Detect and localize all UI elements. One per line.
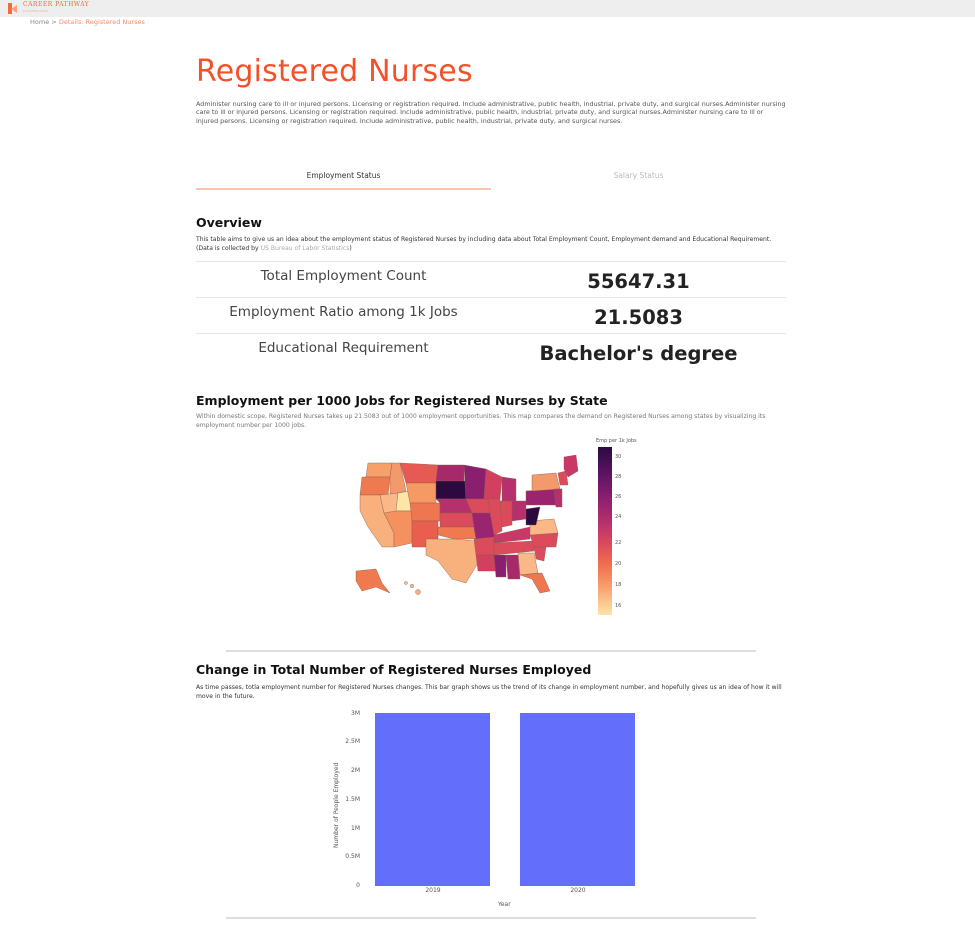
colorbar-tick: 22: [615, 540, 622, 546]
breadcrumb-home[interactable]: Home: [30, 18, 50, 26]
brand-sub: DASHBOARD: [23, 9, 49, 13]
bar-heading: Change in Total Number of Registered Nurses Employed: [196, 662, 592, 677]
us-map-graphic: [354, 455, 580, 597]
y-tick: 3M: [351, 710, 360, 717]
breadcrumb-current: Details: Registered Nurses: [58, 18, 145, 26]
row-value: 55647.31: [587, 270, 690, 293]
map-colorbar: [598, 447, 612, 615]
bar-2019[interactable]: [375, 713, 490, 886]
colorbar-tick: 24: [615, 514, 622, 520]
colorbar-tick: 26: [615, 494, 622, 500]
x-axis-title: Year: [498, 901, 511, 908]
x-tick-2019: 2019: [425, 887, 441, 894]
brand-logo[interactable]: [8, 2, 89, 14]
breadcrumb-separator: >: [51, 18, 57, 26]
tab-employment-status[interactable]: Employment Status: [196, 164, 491, 190]
y-axis-title: Number of People Employed: [333, 762, 340, 848]
map-heading: Employment per 1000 Jobs for Registered Nurses by State: [196, 393, 608, 408]
tab-salary-status[interactable]: Salary Status: [613, 171, 664, 180]
y-tick: 0: [356, 882, 360, 889]
y-tick: 2M: [351, 767, 360, 774]
table-row: [196, 333, 786, 369]
table-row: [196, 261, 786, 297]
y-tick: 2.5M: [345, 738, 360, 745]
bar-description: As time passes, totla employment number for Registered Nurses changes. This bar graph shows us the trend of its change in employment number, and hopefully gives us an idea of how it will move in the future.: [196, 684, 782, 700]
section-divider: [226, 917, 756, 919]
section-divider: [226, 650, 756, 652]
y-tick: 0.5M: [345, 853, 360, 860]
overview-table: [196, 261, 786, 369]
colorbar-tick: 30: [615, 454, 622, 460]
row-label: Employment Ratio among 1k Jobs: [229, 304, 458, 320]
y-tick: 1.5M: [345, 796, 360, 803]
page-title: Registered Nurses: [196, 54, 473, 89]
overview-heading: Overview: [196, 215, 262, 230]
row-label: Educational Requirement: [258, 340, 429, 356]
top-navbar: [0, 0, 975, 17]
overview-description: This table aims to give us an idea about the employment status of Registered Nurses by including data about Total Employment Count, Employment demand and Educational Requirement. (Data is collected by US Bureau of Labor Statistics): [196, 236, 772, 252]
tab-bar: [196, 164, 786, 190]
logo-icon: [8, 3, 20, 14]
colorbar-tick: 28: [615, 474, 622, 480]
table-row: [196, 297, 786, 333]
colorbar-tick: 20: [615, 561, 622, 567]
brand-name: CAREER PATHWAY: [23, 1, 90, 8]
page-description: Administer nursing care to ill or injured persons. Licensing or registration required. Include administrative, public health, industrial, private duty, and surgical nurses.Administer nursing care to ill or injured persons. Licensing or registration required. Include administrative, public health, industrial, private duty, and surgical nurses.Administer nursing care to ill or injured persons. Licensing or registration required. Include administrative, public health, industrial, private duty, and surgical nurses.: [196, 100, 786, 125]
colorbar-tick: 18: [615, 582, 622, 588]
x-tick-2020: 2020: [570, 887, 586, 894]
source-link[interactable]: US Bureau of Labor Statistics: [260, 244, 350, 252]
row-value: 21.5083: [594, 306, 683, 329]
row-value: Bachelor's degree: [539, 342, 738, 365]
breadcrumb: [30, 18, 145, 26]
row-label: Total Employment Count: [260, 268, 427, 284]
colorbar-tick: 16: [615, 603, 622, 609]
y-tick: 1M: [351, 825, 360, 832]
map-description: Within domestic scope, Registered Nurses takes up 21.5083 out of 1000 employment opportunities. This map compares the demand on Registered Nurses among states by visualizing its employment number per 1000 jobs.: [196, 413, 766, 429]
bar-2020[interactable]: [520, 713, 635, 886]
us-choropleth-map[interactable]: [354, 455, 580, 597]
colorbar-title: Emp per 1k Jobs: [596, 438, 637, 444]
